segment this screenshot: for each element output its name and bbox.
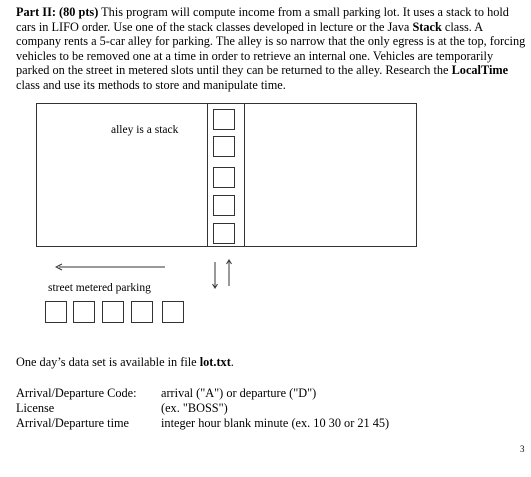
alley-slot [213, 167, 235, 188]
alley-slot [213, 136, 235, 157]
localtime-class-name: LocalTime [451, 63, 509, 78]
intro-text-1: This program will compute income from a small parking lot. It uses a stack to hold cars in LIFO order. Use one of the stack classes developed in lecture or the Java [16, 5, 509, 34]
street-slot [73, 301, 95, 323]
part-label: Part II: [16, 5, 56, 19]
data-filename: lot.txt [199, 355, 231, 369]
spec-label-code: Arrival/Departure Code: [16, 386, 137, 400]
left-arrow-icon [55, 263, 165, 271]
intro-text-3: class and use its methods to store and manipulate time. [16, 77, 286, 92]
intro-text-2: class. A company rents a 5-car alley for parking. The alley is so narrow that the only egress is at the top, forcing vehicles to be removed one at a time in order to retrieve an internal one. Vehicles are temporarily parked on the street in metered slots until they can be returned to the alley. Research the [16, 19, 526, 78]
alley-left-wall [207, 104, 208, 246]
spec-value-time: integer hour blank minute (ex. 10 30 or 21 45) [161, 416, 390, 430]
alley-right-wall [244, 104, 245, 246]
parking-lot-diagram [36, 103, 417, 247]
intro-paragraph [16, 5, 526, 93]
alley-label: alley is a stack [111, 124, 179, 136]
up-down-arrows-icon [207, 258, 237, 290]
stack-class-name: Stack [412, 19, 442, 34]
page-number: 3 [520, 444, 525, 454]
spec-value-code: arrival ("A") or departure ("D") [161, 386, 317, 400]
dataset-line: One day’s data set is available in file lot.txt. [16, 355, 234, 369]
street-slot [45, 301, 67, 323]
alley-slot [213, 109, 235, 130]
spec-label-time: Arrival/Departure time [16, 416, 130, 430]
street-parking-label: street metered parking [48, 282, 151, 294]
street-slot [102, 301, 124, 323]
street-slot [162, 301, 184, 323]
spec-value-license: (ex. "BOSS") [161, 401, 228, 415]
street-slot [131, 301, 153, 323]
points-label: (80 pts) [59, 5, 99, 19]
alley-slot [213, 223, 235, 244]
spec-label-license: License [16, 401, 55, 415]
alley-slot [213, 195, 235, 216]
